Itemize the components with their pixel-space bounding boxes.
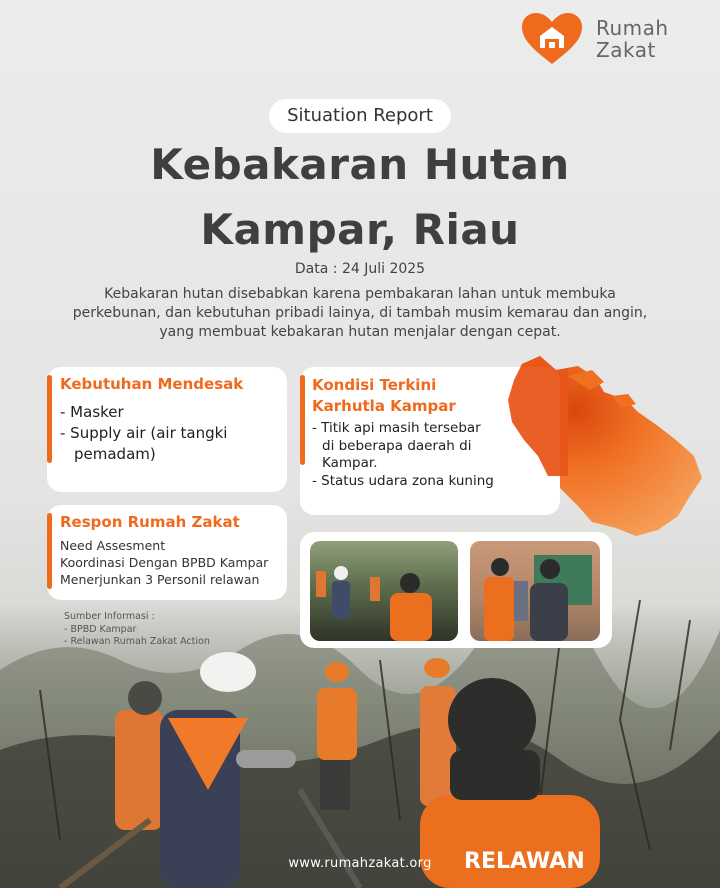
photo-firefighters-forest [310,541,458,641]
current-condition-card [300,367,560,515]
urgent-need-item: - Supply air (air tangki [60,424,228,442]
rumah-zakat-logo [520,12,669,66]
condition-heading-line-1: Kondisi Terkini [312,376,437,394]
urgent-needs-heading: Kebutuhan Mendesak [60,375,244,393]
response-card [47,505,287,600]
report-date: Data : 24 Juli 2025 [294,261,426,277]
source-item: - Relawan Rumah Zakat Action [64,636,210,647]
condition-heading-line-2: Karhutla Kampar [312,397,456,415]
information-sources [64,611,210,649]
condition-item: - Titik api masih tersebar di beberapa daerah di Kampar. [312,420,481,471]
brand-line-1: Rumah [596,16,669,40]
website-link[interactable]: www.rumahzakat.org [288,856,432,871]
photo-coordination-meeting [470,541,600,641]
situation-report-badge: Situation Report [269,99,451,133]
response-heading: Respon Rumah Zakat [60,513,240,531]
urgent-needs-card [47,367,287,492]
accent-bar [300,375,305,465]
urgent-need-item: pemadam) [74,445,156,463]
response-item: Need Assesment [60,538,166,553]
sources-title: Sumber Informasi : [64,611,155,622]
page-title-line-1: Kebakaran Hutan [150,140,570,189]
condition-item: - Status udara zona kuning [312,472,494,489]
page-title-line-2: Kampar, Riau [200,205,520,254]
heart-house-icon [520,12,584,66]
field-photos-card [300,532,612,648]
vest-text: RELAWAN [464,849,585,874]
response-item: Menerjunkan 3 Personil relawan [60,572,260,587]
source-item: - BPBD Kampar [64,623,137,635]
accent-bar [47,513,52,589]
response-item: Koordinasi Dengan BPBD Kampar [60,555,269,570]
accent-bar [47,375,52,463]
urgent-need-item: - Masker [60,403,124,421]
brand-line-2: Zakat [596,38,656,62]
intro-paragraph: Kebakaran hutan disebabkan karena pembakaran lahan untuk membuka perkebunan, dan kebutuhan pribadi lainya, di tambah musim kemarau dan angin, yang membuat kebakaran hutan menjalar dengan cepat. [72,286,648,340]
